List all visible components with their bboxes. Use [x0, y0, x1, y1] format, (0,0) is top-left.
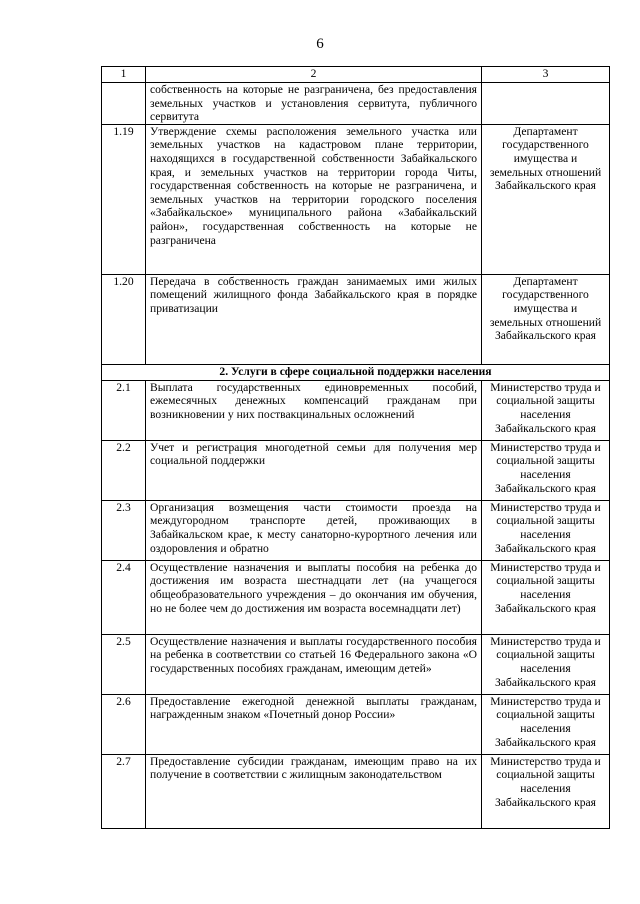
table-row [102, 500, 610, 560]
row-description: собственность на которые не разграничена, без предоставления земельных участков и установления сервитута, публичного сервитута [146, 83, 482, 125]
row-number: 2.4 [102, 560, 146, 634]
row-description: Учет и регистрация многодетной семьи для получения мер социальной поддержки [146, 440, 482, 500]
table-row [102, 274, 610, 364]
row-description: Осуществление назначения и выплаты пособия на ребенка до достижения им возраста шестнадцати лет (на учащегося общеобразовательного учреждения – до окончания им обучения, но не более чем до достижения им возраста восемнадцати лет) [146, 560, 482, 634]
table-row [102, 380, 610, 440]
row-department: Министерство труда и социальной защиты населения Забайкальского края [482, 440, 610, 500]
row-number: 2.3 [102, 500, 146, 560]
row-number: 1.19 [102, 124, 146, 274]
table-header-row [102, 67, 610, 83]
continuation-row [102, 83, 610, 125]
table-row [102, 124, 610, 274]
table-row [102, 440, 610, 500]
row-description: Организация возмещения части стоимости проезда на междугородном транспорте детей, проживающих в Забайкальском крае, к месту санаторно-курортного лечения или оздоровления и обратно [146, 500, 482, 560]
row-department: Министерство труда и социальной защиты населения Забайкальского края [482, 694, 610, 754]
row-number: 2.7 [102, 754, 146, 828]
page-number: 6 [316, 36, 324, 52]
row-department: Министерство труда и социальной защиты населения Забайкальского края [482, 560, 610, 634]
row-number: 2.1 [102, 380, 146, 440]
row-department: Министерство труда и социальной защиты населения Забайкальского края [482, 380, 610, 440]
row-description: Осуществление назначения и выплаты государственного пособия на ребенка в соответствии со статьей 16 Федерального закона «О государственных пособиях гражданам, имеющим детей» [146, 634, 482, 694]
row-department: Департамент государственного имущества и земельных отношений Забайкальского края [482, 124, 610, 274]
section-title: 2. Услуги в сфере социальной поддержки населения [102, 364, 610, 380]
row-number: 2.2 [102, 440, 146, 500]
row-description: Передача в собственность граждан занимаемых ими жилых помещений жилищного фонда Забайкальского края в порядке приватизации [146, 274, 482, 364]
header-col-1: 1 [102, 67, 146, 83]
table-row [102, 560, 610, 634]
row-number: 2.6 [102, 694, 146, 754]
row-department: Министерство труда и социальной защиты населения Забайкальского края [482, 634, 610, 694]
row-description: Предоставление субсидии гражданам, имеющим право на их получение в соответствии с жилищным законодательством [146, 754, 482, 828]
row-number [102, 83, 146, 125]
row-department: Департамент государственного имущества и земельных отношений Забайкальского края [482, 274, 610, 364]
table-row [102, 694, 610, 754]
header-col-2: 2 [146, 67, 482, 83]
table-row [102, 754, 610, 828]
services-table [101, 66, 610, 829]
section-heading-row [102, 364, 610, 380]
row-number: 2.5 [102, 634, 146, 694]
row-description: Утверждение схемы расположения земельного участка или земельных участков на кадастровом плане территории, находящихся в государственной собственности Забайкальского края, и земельных участков на территории города Читы, государственная собственность на которые не разграничена, и земельных участков на территории городского поселения «Забайкальское» муниципального района «Забайкальский район», государственная собственность на которые не разграничена [146, 124, 482, 274]
table-row [102, 634, 610, 694]
row-number: 1.20 [102, 274, 146, 364]
row-department: Министерство труда и социальной защиты населения Забайкальского края [482, 500, 610, 560]
header-col-3: 3 [482, 67, 610, 83]
row-department [482, 83, 610, 125]
row-department: Министерство труда и социальной защиты населения Забайкальского края [482, 754, 610, 828]
row-description: Выплата государственных единовременных пособий, ежемесячных денежных компенсаций гражданам при возникновении у них поствакцинальных осложнений [146, 380, 482, 440]
row-description: Предоставление ежегодной денежной выплаты гражданам, награжденным знаком «Почетный донор России» [146, 694, 482, 754]
